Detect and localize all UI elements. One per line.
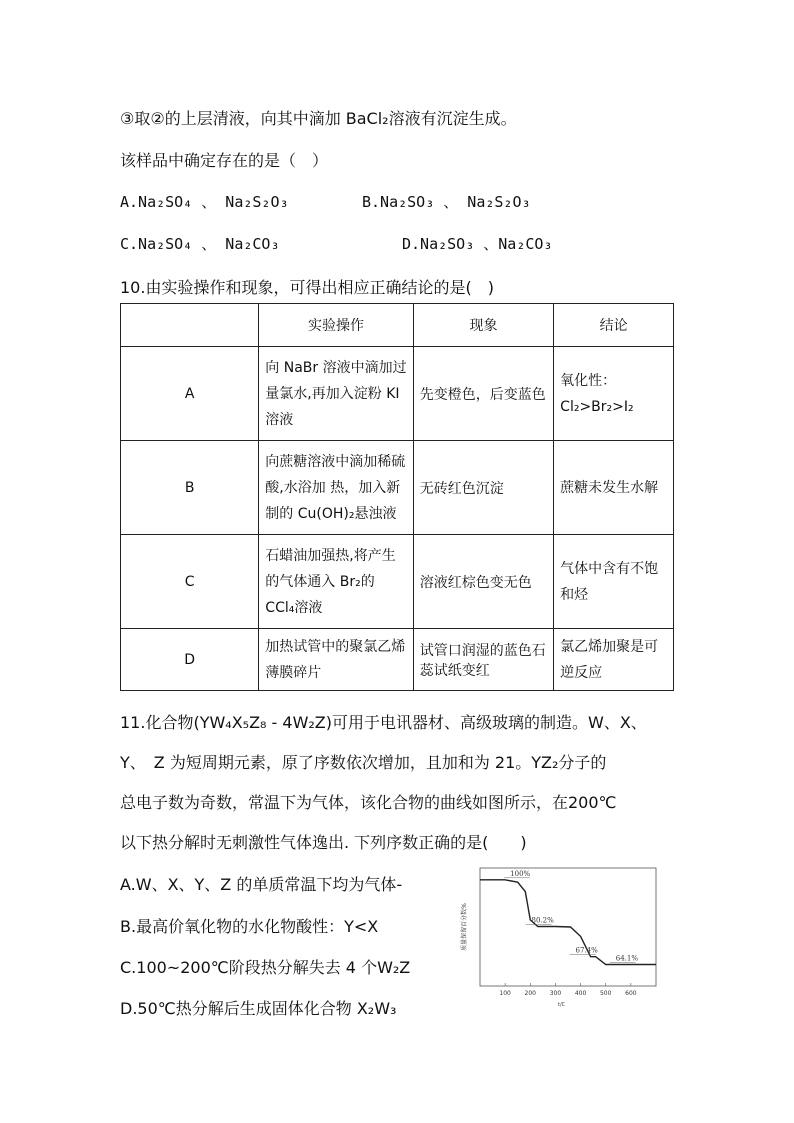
- row-label: C: [121, 535, 259, 629]
- q9-option-b: B.Na₂SO₃ 、 Na₂S₂O₃: [362, 193, 531, 211]
- x-axis-label: t/C: [558, 1002, 566, 1008]
- table-header-row: [121, 304, 674, 347]
- q9-option-a: A.Na₂SO₄ 、 Na₂S₂O₃: [120, 193, 289, 211]
- header-operation: 实验操作: [259, 304, 413, 347]
- q9-option-d: D.Na₂SO₃ 、Na₂CO₃: [402, 235, 553, 253]
- row-phenomenon: 试管口润湿的蓝色石蕊试纸变红: [413, 629, 553, 691]
- q11-option-b: B.最高价氧化物的水化物酸性：Y<X: [120, 917, 379, 936]
- row-phenomenon: 无砖红色沉淀: [413, 441, 553, 535]
- q10-table: [120, 303, 674, 691]
- x-tick-label: 300: [549, 990, 562, 997]
- table-row: [121, 629, 674, 691]
- annotation-64: 64.1%: [615, 954, 639, 963]
- thermal-decomposition-chart: [456, 864, 666, 1024]
- y-axis-label: 质量保留百分数%: [461, 903, 468, 951]
- q11-option-c: C.100~200℃阶段热分解失去 4 个W₂Z: [120, 958, 411, 977]
- row-phenomenon: 先变橙色，后变蓝色: [413, 347, 553, 441]
- annotation-100: 100%: [510, 869, 531, 878]
- row-conclusion: 气体中含有不饱和烃: [554, 535, 674, 629]
- row-operation: 向蔗糖溶液中滴加稀硫酸,水浴加 热，加入新制的 Cu(OH)₂悬浊液: [259, 441, 413, 535]
- table-row: [121, 347, 674, 441]
- row-conclusion: 氯乙烯加聚是可逆反应: [554, 629, 674, 691]
- q11-line1: 11.化合物(YW₄X₅Z₈ - 4W₂Z)可用于电讯器材、高级玻璃的制造。W、X、: [120, 713, 647, 732]
- annotation-67: 67.4%: [575, 946, 598, 955]
- q9-option-c: C.Na₂SO₄ 、 Na₂CO₃: [120, 235, 280, 253]
- header-blank: [121, 304, 259, 347]
- row-label: D: [121, 629, 259, 691]
- x-tick-label: 100: [499, 990, 511, 997]
- header-conclusion: 结论: [554, 304, 674, 347]
- q9-stem: 该样品中确定存在的是（ ）: [120, 151, 329, 170]
- q11-option-a: A.W、X、Y、Z 的单质常温下均为气体-: [120, 875, 403, 894]
- row-phenomenon: 溶液红棕色变无色: [413, 535, 553, 629]
- row-operation: 向 NaBr 溶液中滴加过量氯水,再加入淀粉 KI溶液: [259, 347, 413, 441]
- q11-line3: 总电子数为奇数，常温下为气体，该化合物的曲线如图所示，在200℃: [120, 793, 617, 812]
- q11-line4: 以下热分解时无刺激性气体逸出. 下列序数正确的是( ): [120, 833, 527, 852]
- header-phenomenon: 现象: [413, 304, 553, 347]
- q10-stem: 10.由实验操作和现象，可得出相应正确结论的是( ): [120, 278, 494, 297]
- x-tick-label: 400: [574, 990, 587, 997]
- row-label: B: [121, 441, 259, 535]
- row-operation: 石蜡油加强热,将产生的气体通入 Br₂的 CCl₄溶液: [259, 535, 413, 629]
- row-label: A: [121, 347, 259, 441]
- q11-line2: Y、 Z 为短周期元素，原了序数依次增加，且加和为 21。YZ₂分子的: [120, 753, 607, 772]
- annotation-80: 80.2%: [531, 916, 554, 925]
- x-tick-label: 200: [524, 990, 537, 997]
- row-operation: 加热试管中的聚氯乙烯薄膜碎片: [259, 629, 413, 691]
- x-tick-label: 500: [599, 990, 612, 997]
- row-conclusion: 氧化性：Cl₂>Br₂>I₂: [554, 347, 674, 441]
- x-tick-label: 600: [625, 990, 637, 997]
- q11-option-d: D.50℃热分解后生成固体化合物 X₂W₃: [120, 999, 397, 1018]
- table-row: [121, 441, 674, 535]
- table-row: [121, 535, 674, 629]
- q9-line3: ③取②的上层清液，向其中滴加 BaCl₂溶液有沉淀生成。: [120, 109, 517, 128]
- series-line: [480, 880, 656, 965]
- row-conclusion: 蔗糖未发生水解: [554, 441, 674, 535]
